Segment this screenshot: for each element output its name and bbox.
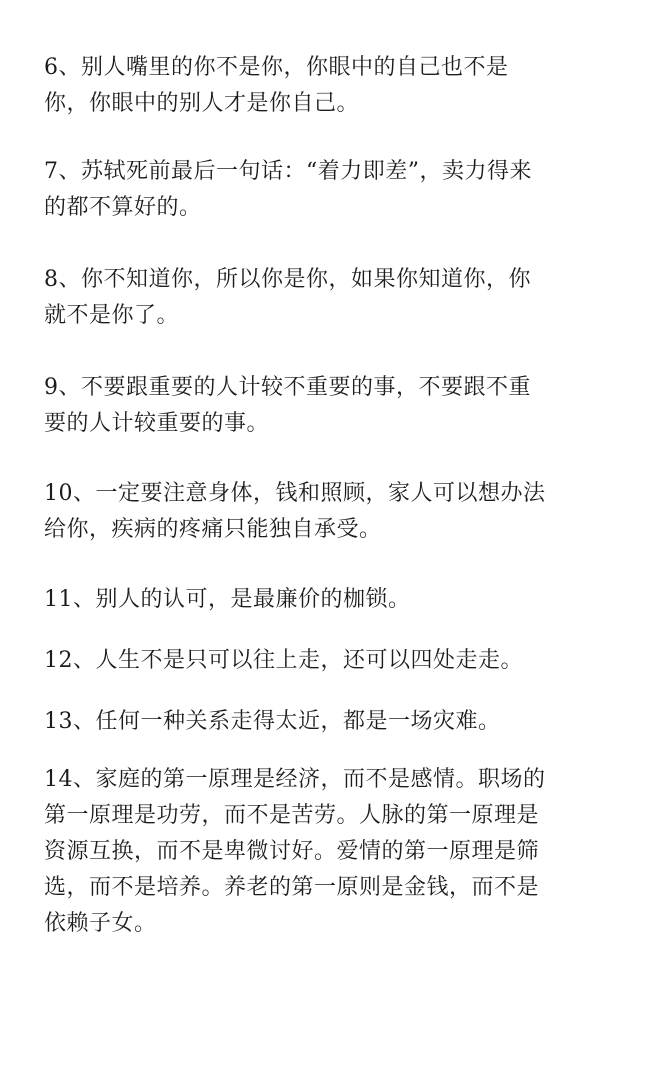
quote-line: 第一原理是功劳，而不是苦劳。人脉的第一原理是 xyxy=(44,803,540,828)
quote-7 xyxy=(44,154,604,226)
quote-line: 10、一定要注意身体，钱和照顾，家人可以想办法 xyxy=(44,481,546,506)
quote-line: 7、苏轼死前最后一句话：“着力即差”，卖力得来 xyxy=(44,159,532,184)
quote-line: 的都不算好的。 xyxy=(44,195,202,220)
quote-12 xyxy=(44,643,604,679)
quote-line: 就不是你了。 xyxy=(44,303,180,328)
quote-10 xyxy=(44,476,604,548)
quote-line: 要的人计较重要的事。 xyxy=(44,411,270,436)
quote-line: 给你，疾病的疼痛只能独自承受。 xyxy=(44,517,382,542)
quote-line: 资源互换，而不是卑微讨好。爱情的第一原理是筛 xyxy=(44,839,540,864)
quote-line: 6、别人嘴里的你不是你，你眼中的自己也不是 xyxy=(44,55,509,80)
quote-line: 8、你不知道你，所以你是你，如果你知道你，你 xyxy=(44,267,531,292)
quote-line: 13、任何一种关系走得太近，都是一场灾难。 xyxy=(44,709,501,734)
quote-11 xyxy=(44,582,604,618)
quote-line: 14、家庭的第一原理是经济，而不是感情。职场的 xyxy=(44,767,546,792)
quote-line: 选，而不是培养。养老的第一原则是金钱，而不是 xyxy=(44,875,540,900)
quote-8 xyxy=(44,262,604,334)
quote-line: 12、人生不是只可以往上走，还可以四处走走。 xyxy=(44,648,523,673)
quote-14 xyxy=(44,762,604,942)
quote-line: 依赖子女。 xyxy=(44,911,157,936)
quote-line: 你，你眼中的别人才是你自己。 xyxy=(44,91,360,116)
quote-9 xyxy=(44,370,604,442)
quote-line: 11、别人的认可，是最廉价的枷锁。 xyxy=(44,587,411,612)
quote-line: 9、不要跟重要的人计较不重要的事，不要跟不重 xyxy=(44,375,531,400)
quote-6 xyxy=(44,50,604,122)
quote-13 xyxy=(44,704,604,740)
